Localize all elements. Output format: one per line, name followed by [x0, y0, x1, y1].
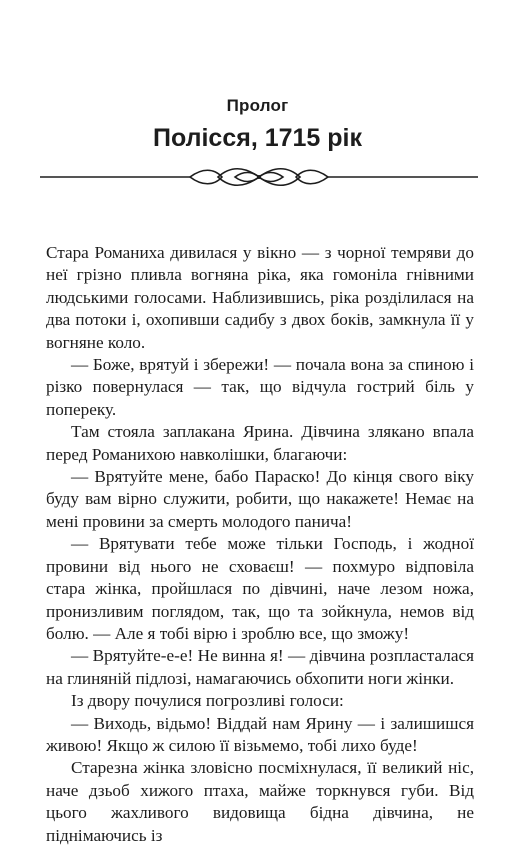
paragraph: — Врятуйте мене, бабо Параско! До кінця свого віку буду вам вірно служити, робити, що накажете! Немає на мені провини за смерть молодого панича! — [46, 467, 474, 531]
paragraph: — Виходь, відьмо! Віддай нам Ярину — і залишишся живою! Якщо ж силою її візьмемо, тобі лихо буде! — [46, 713, 474, 755]
paragraph: — Боже, врятуй і збережи! — почала вона за спиною і різко повернулася — так, що відчула гострий біль у попереку. — [46, 355, 474, 419]
chapter-title: Полісся, 1715 рік — [152, 124, 363, 152]
paragraph: — Врятувати тебе може тільки Господь, і жодної провини від нього не сховаєш! — похмуро відповіла стара жінка, пройшлася по дівчині, наче лезом ножа, пронизливим поглядом, так, що та зойкнула, немов від болю. — Але я тобі вірю і зроблю все, що зможу! — [46, 534, 474, 643]
paragraph: Стара Романиха дивилася у вікно — з чорної темряви до неї грізно пливла вогняна ріка, яка гомоніла гнівними людськими голосами. Наблизившись, ріка розділилася на два потоки і, охопивши садибу з двох боків, замкнула її у вогняне коло. — [46, 243, 474, 352]
paragraph: Із двору почулися погрозливі голоси: — [71, 691, 344, 711]
ornament-divider-icon — [40, 166, 478, 188]
chapter-label: Пролог — [226, 96, 289, 115]
paragraph: Старезна жінка зловісно посміхнулася, її великий ніс, наче дзьоб хижого птаха, майже торкнувся губи. Від цього жахливого видовища бідна дівчина, не піднімаючись із — [46, 758, 474, 845]
prologue-text — [46, 242, 474, 847]
paragraph: — Врятуйте-е-е! Не винна я! — дівчина розпласталася на глиняній підлозі, намагаючись обхопити ноги жінки. — [46, 646, 474, 688]
paragraph: Там стояла заплакана Ярина. Дівчина злякано впала перед Романихою навколішки, благаючи: — [46, 422, 474, 464]
